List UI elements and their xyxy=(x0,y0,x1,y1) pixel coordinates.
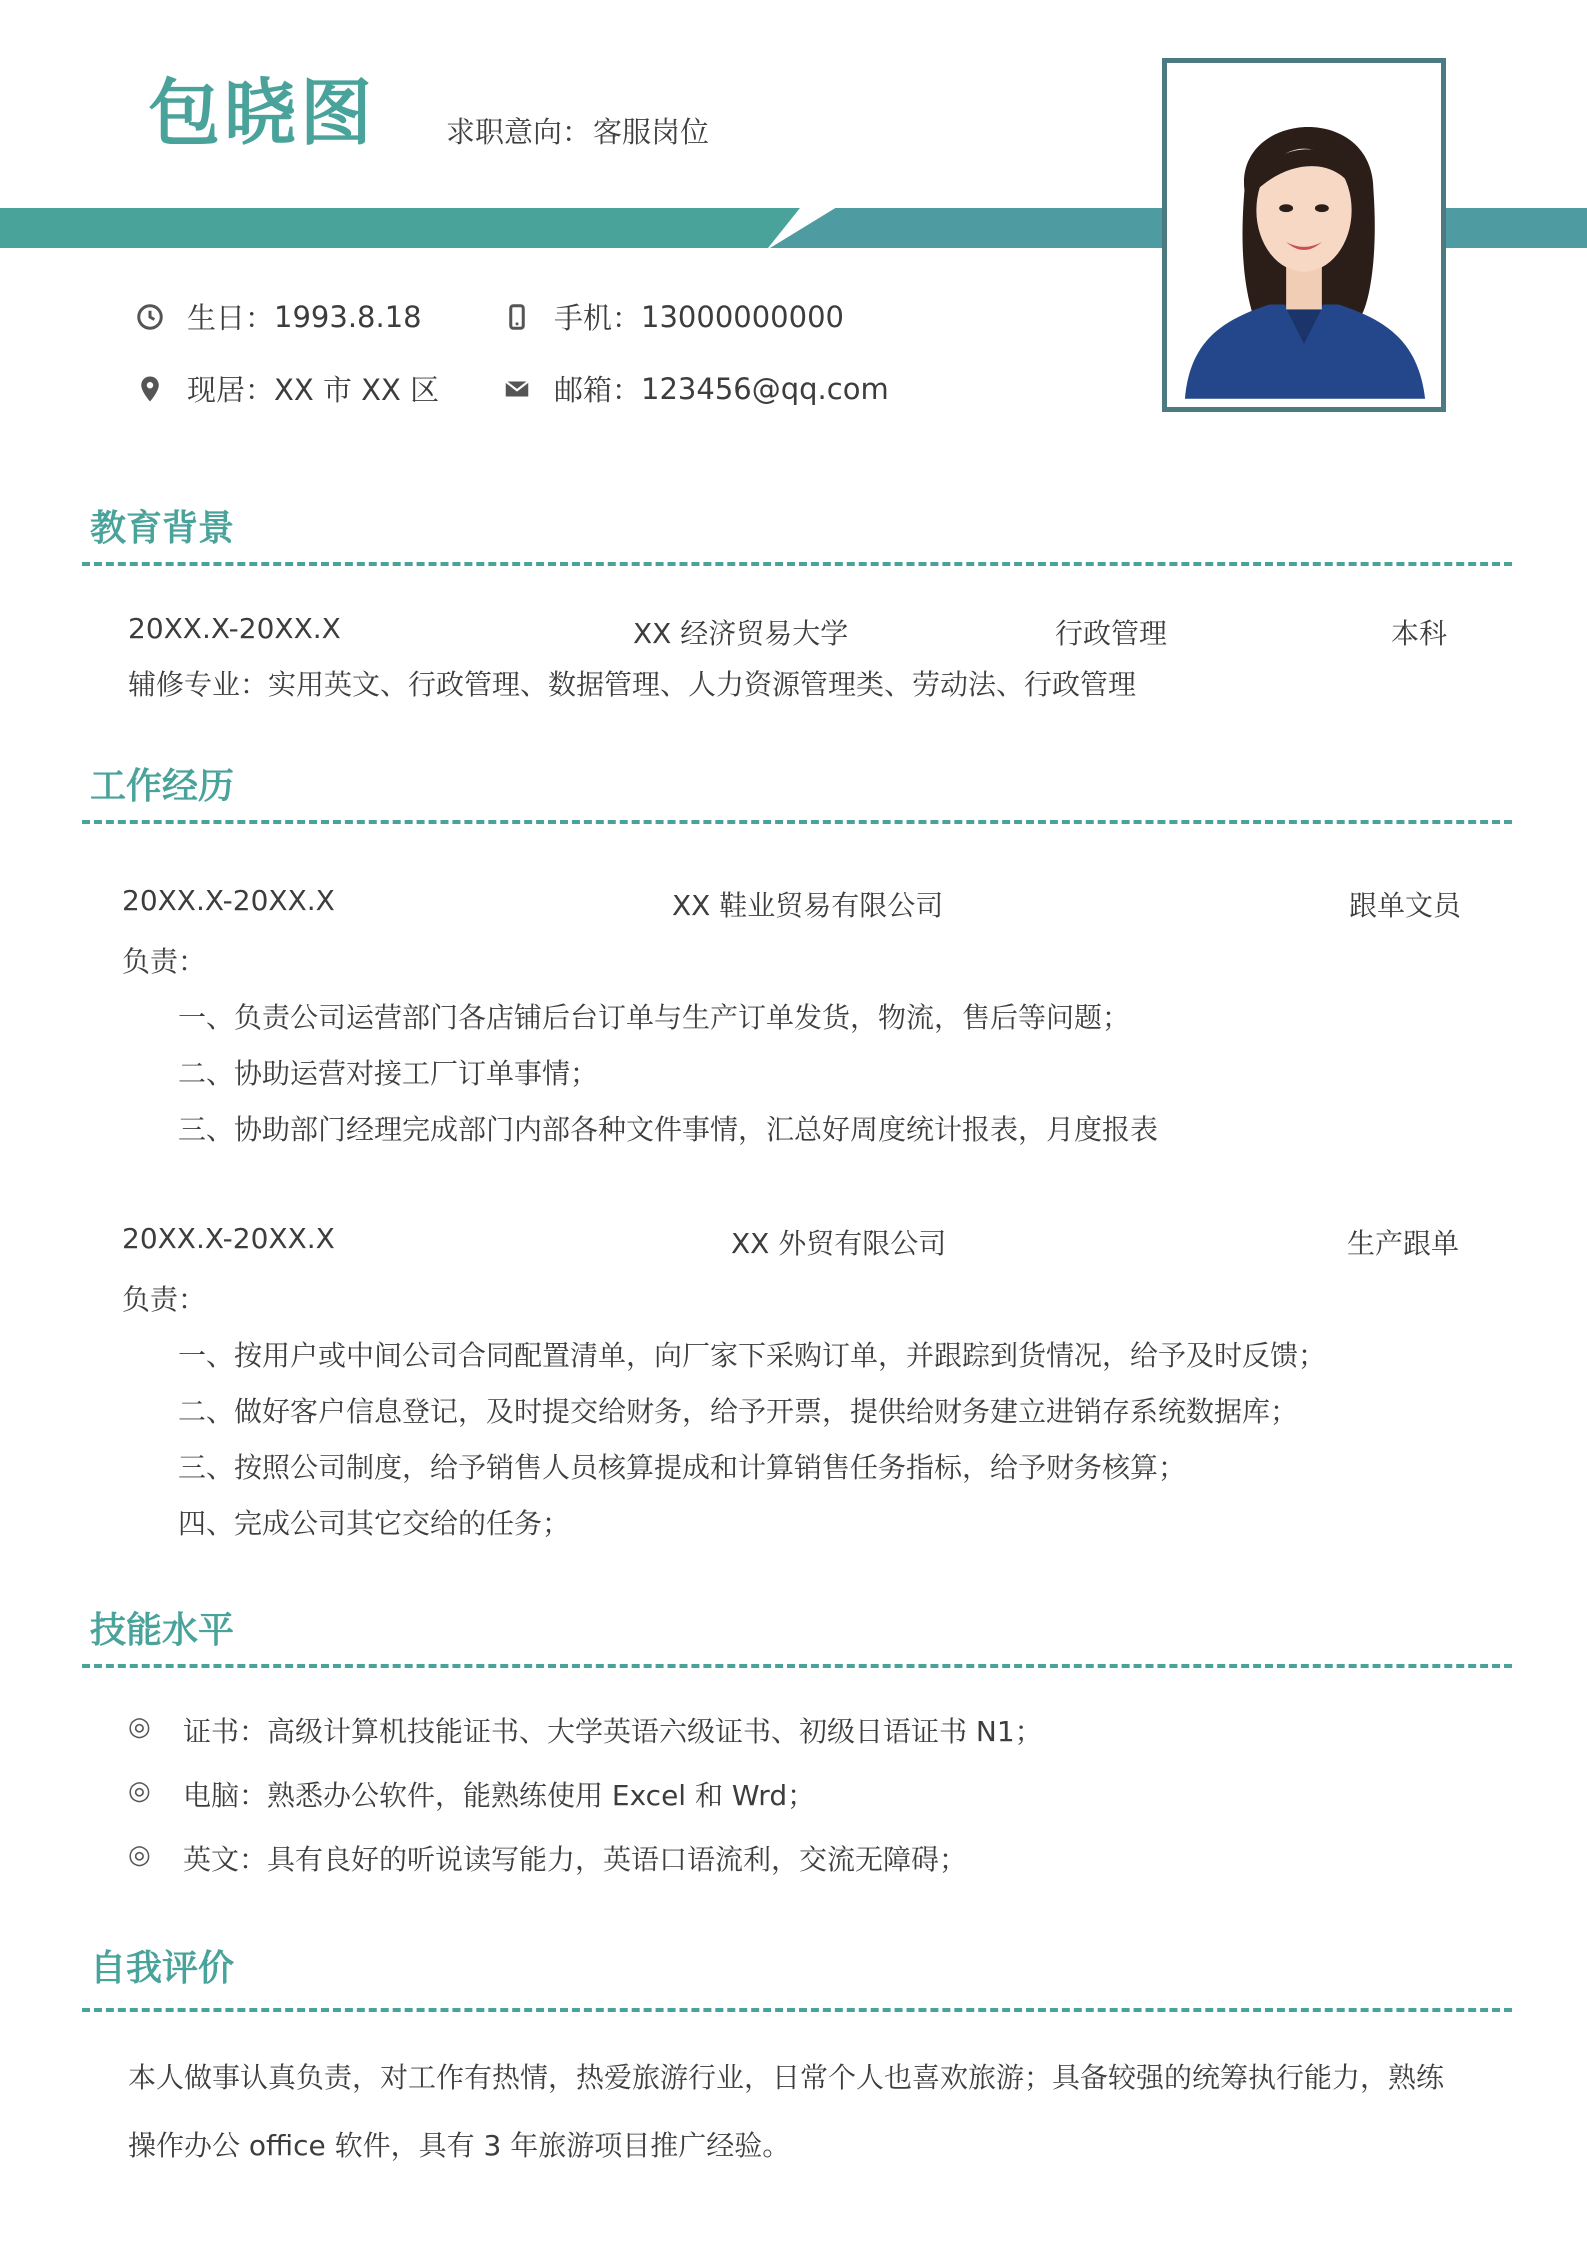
work-duty: 二、做好客户信息登记，及时提交给财务，给予开票，提供给财务建立进销存系统数据库； xyxy=(178,1395,1299,1428)
work-role: 跟单文员 xyxy=(1349,889,1462,922)
skill-bullet: ◎ xyxy=(128,1840,151,1870)
education-major: 行政管理 xyxy=(1055,617,1168,650)
work-duty: 一、负责公司运营部门各店铺后台订单与生产订单发货，物流，售后等问题； xyxy=(178,1001,1131,1034)
self-evaluation-line-1: 本人做事认真负责，对工作有热情，热爱旅游行业，日常个人也喜欢旅游；具备较强的统筹执行能力，熟练 xyxy=(128,2061,1445,2094)
phone-info xyxy=(500,296,844,337)
education-period: 20XX.X-20XX.X xyxy=(128,612,341,645)
self-evaluation-line-2: 操作办公 office 软件，具有 3 年旅游项目推广经验。 xyxy=(128,2129,791,2162)
address-label: 现居： xyxy=(187,373,275,407)
job-intent-label: 求职意向： xyxy=(446,115,592,149)
header-stripe-left xyxy=(0,208,800,248)
address-value: XX 市 XX 区 xyxy=(274,373,440,407)
work-duty: 一、按用户或中间公司合同配置清单，向厂家下采购订单，并跟踪到货情况，给予及时反馈； xyxy=(178,1339,1327,1372)
work-period: 20XX.X-20XX.X xyxy=(122,1222,335,1255)
work-duty-label: 负责： xyxy=(122,945,207,978)
skill-item-english: 英文：具有良好的听说读写能力，英语口语流利，交流无障碍； xyxy=(183,1843,968,1876)
birth-value: 1993.8.18 xyxy=(274,299,422,334)
work-company: XX 外贸有限公司 xyxy=(731,1227,947,1260)
address-info xyxy=(133,368,439,409)
phone-value: 13000000000 xyxy=(641,299,844,334)
section-title-self-evaluation: 自我评价 xyxy=(90,1948,235,1989)
work-duty: 二、协助运营对接工厂订单事情； xyxy=(178,1057,599,1090)
job-intent-value: 客服岗位 xyxy=(593,115,710,149)
work-duty: 三、按照公司制度，给予销售人员核算提成和计算销售任务指标，给予财务核算； xyxy=(178,1451,1187,1484)
work-duty: 三、协助部门经理完成部门内部各种文件事情，汇总好周度统计报表，月度报表 xyxy=(178,1113,1159,1146)
section-divider xyxy=(82,820,1512,824)
section-title-skills: 技能水平 xyxy=(90,1610,235,1651)
birth-label: 生日： xyxy=(187,301,275,335)
clock-icon xyxy=(133,300,167,334)
job-intent xyxy=(446,110,709,151)
work-duty: 四、完成公司其它交给的任务； xyxy=(178,1507,571,1540)
education-minor: 辅修专业：实用英文、行政管理、数据管理、人力资源管理类、劳动法、行政管理 xyxy=(128,668,1137,701)
candidate-name: 包晓图 xyxy=(148,71,377,155)
skill-bullet: ◎ xyxy=(128,1712,151,1742)
email-info xyxy=(500,368,889,409)
skill-bullet: ◎ xyxy=(128,1776,151,1806)
section-divider xyxy=(82,1664,1512,1668)
education-degree: 本科 xyxy=(1391,617,1448,650)
phone-icon xyxy=(500,300,534,334)
email-label: 邮箱： xyxy=(554,373,642,407)
skill-item-certificates: 证书：高级计算机技能证书、大学英语六级证书、初级日语证书 N1； xyxy=(183,1715,1043,1748)
work-role: 生产跟单 xyxy=(1347,1227,1460,1260)
portrait-image xyxy=(1175,71,1433,399)
section-divider xyxy=(82,2008,1512,2012)
mail-icon xyxy=(500,372,534,406)
birth-info xyxy=(133,296,422,337)
work-duty-label: 负责： xyxy=(122,1283,207,1316)
work-company: XX 鞋业贸易有限公司 xyxy=(672,889,944,922)
email-value: 123456@qq.com xyxy=(641,371,889,406)
location-pin-icon xyxy=(133,372,167,406)
profile-photo xyxy=(1162,58,1446,412)
skill-item-computer: 电脑：熟悉办公软件，能熟练使用 Excel 和 Wrd； xyxy=(183,1779,816,1812)
section-title-work: 工作经历 xyxy=(90,766,235,807)
work-period: 20XX.X-20XX.X xyxy=(122,884,335,917)
education-school: XX 经济贸易大学 xyxy=(633,617,849,650)
phone-label: 手机： xyxy=(554,301,642,335)
section-title-education: 教育背景 xyxy=(90,508,235,549)
section-divider xyxy=(82,562,1512,566)
